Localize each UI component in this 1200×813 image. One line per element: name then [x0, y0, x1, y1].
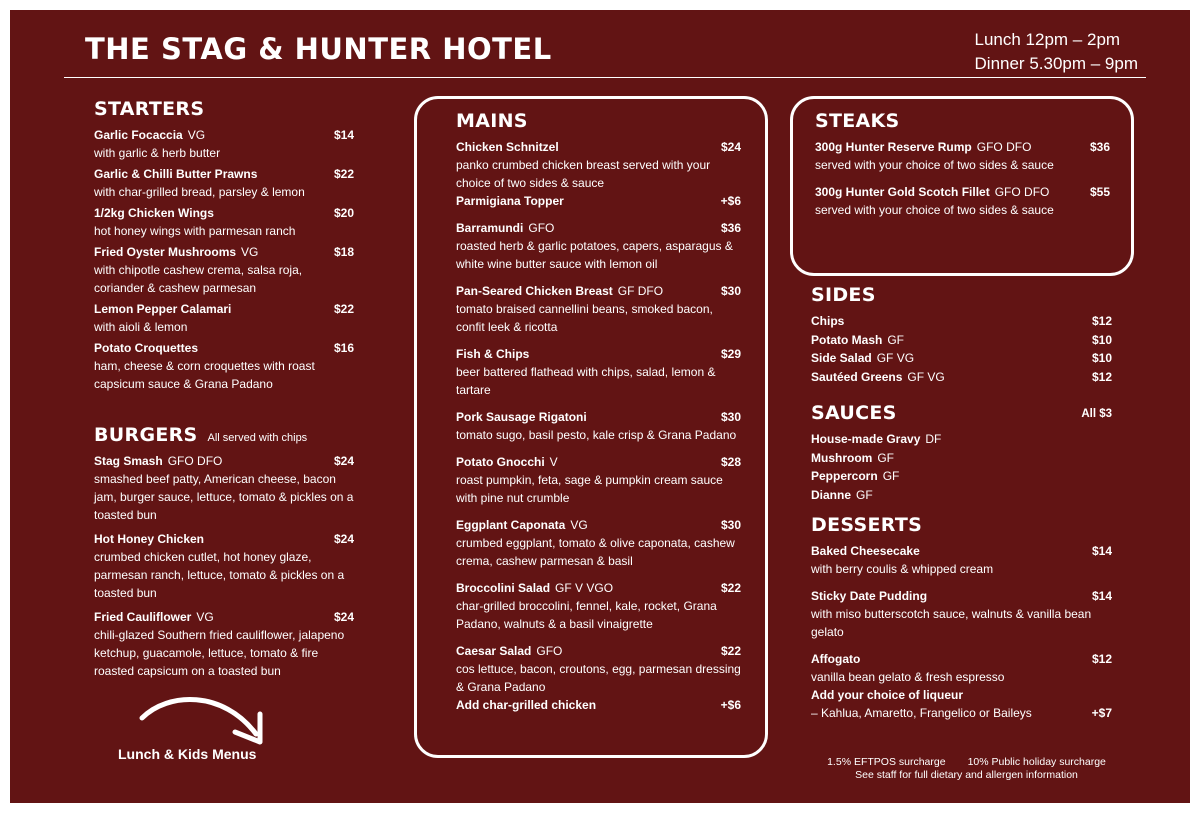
header-divider: [64, 77, 1146, 78]
surcharge-line: [811, 756, 1122, 769]
dietary-tags: VG: [187, 128, 206, 142]
menu-row: [811, 430, 1112, 449]
menu-item: [811, 542, 1112, 578]
item-description: with berry coulis & whipped cream: [811, 562, 994, 576]
item-name: Side Salad: [811, 351, 872, 365]
item-name: Pork Sausage Rigatoni: [456, 410, 587, 424]
addon-price: +$6: [720, 194, 741, 208]
item-name: Garlic & Chilli Butter Prawns: [94, 167, 258, 181]
item-description: hot honey wings with parmesan ranch: [94, 224, 296, 238]
item-name: Fried Oyster Mushrooms: [94, 245, 237, 259]
item-name: Fried Cauliflower: [94, 610, 192, 624]
hotel-title: THE STAG & HUNTER HOTEL: [85, 32, 552, 66]
sides-list: [811, 312, 1112, 386]
sauces-heading: [811, 402, 1112, 424]
item-description: with garlic & herb butter: [94, 146, 221, 160]
menu-item: [94, 243, 354, 297]
item-heading: [456, 345, 741, 363]
item-description: roasted herb & garlic potatoes, capers, asparagus & white wine butter sauce with lemon oil: [456, 239, 733, 271]
dietary-tags: GF VG: [876, 351, 915, 365]
burgers-list: [94, 452, 354, 680]
menu-item: [456, 138, 741, 210]
eftpos-surcharge: 1.5% EFTPOS surcharge: [827, 756, 946, 768]
item-description: tomato braised cannellini beans, smoked bacon, confit leek & ricotta: [456, 302, 713, 334]
desserts-list: [811, 542, 1112, 722]
lunch-kids-menus-link[interactable]: Lunch & Kids Menus: [118, 746, 257, 762]
addon-name: Parmigiana Topper: [456, 194, 564, 208]
item-heading: [94, 530, 354, 548]
dietary-tags: VG: [241, 245, 259, 259]
item-description: smashed beef patty, American cheese, bacon jam, burger sauce, lettuce, tomato & pickles on a toasted bun: [94, 472, 354, 522]
item-heading: [456, 408, 741, 426]
item-name: Broccolini Salad: [456, 581, 551, 595]
item-price: $29: [720, 347, 741, 361]
item-name: Potato Mash: [811, 332, 883, 347]
dinner-hours: Dinner 5.30pm – 9pm: [974, 54, 1138, 73]
item-heading: [456, 453, 741, 471]
menu-item: [94, 165, 354, 201]
dietary-tags: DF: [925, 432, 942, 446]
menu-item: [456, 642, 741, 714]
item-name: Sautéed Greens: [811, 369, 903, 384]
menu-item: [94, 204, 354, 240]
item-price: $28: [720, 455, 741, 469]
item-price: $30: [720, 410, 741, 424]
item-name: Peppercorn: [811, 469, 878, 483]
desserts-column: [811, 514, 1112, 725]
item-name: Lemon Pepper Calamari: [94, 302, 232, 316]
mains-heading: MAINS: [456, 110, 528, 132]
item-price: $36: [1089, 140, 1110, 154]
addon-line: [456, 192, 741, 210]
burgers-title: BURGERS: [94, 424, 198, 446]
item-heading: [456, 138, 741, 156]
item-description: with char-grilled bread, parsley & lemon: [94, 185, 305, 199]
sauces-price-note: All $3: [1081, 408, 1112, 420]
item-price: $36: [720, 221, 741, 235]
dietary-note: See staff for full dietary and allergen information: [855, 769, 1078, 781]
item-description: with chipotle cashew crema, salsa roja, coriander & cashew parmesan: [94, 263, 303, 295]
item-name: Baked Cheesecake: [811, 544, 920, 558]
item-description: served with your choice of two sides & sauce: [815, 158, 1054, 172]
menu-item: [94, 530, 354, 602]
menu-item: [94, 339, 354, 393]
menu-item: [456, 579, 741, 633]
dietary-tags: GF V VGO: [555, 581, 614, 595]
item-description: crumbed chicken cutlet, hot honey glaze, parmesan ranch, lettuce, tomato & pickles on a toasted bun: [94, 550, 345, 600]
menu-item: [811, 587, 1112, 641]
item-name: Affogato: [811, 652, 861, 666]
dietary-tags: GF: [856, 487, 873, 502]
item-name: 300g Hunter Gold Scotch Fillet: [815, 185, 990, 199]
burgers-heading: [94, 424, 354, 446]
menu-item: [456, 345, 741, 399]
mains-column: [456, 110, 741, 717]
item-heading: [815, 138, 1110, 156]
item-heading: [94, 243, 354, 261]
item-price: $24: [333, 532, 354, 546]
menu-item: [456, 516, 741, 570]
item-price: $30: [720, 518, 741, 532]
item-description: char-grilled broccolini, fennel, kale, rocket, Grana Padano, walnuts & a basil vinaigrette: [456, 599, 717, 631]
item-heading: [456, 282, 741, 300]
item-heading: [456, 516, 741, 534]
item-name: Caesar Salad: [456, 644, 532, 658]
item-name: House-made Gravy: [811, 432, 921, 446]
item-heading: [456, 642, 741, 660]
menu-row: [811, 368, 1112, 387]
menu-item: [815, 138, 1110, 174]
item-description: panko crumbed chicken breast served with your choice of two sides & sauce: [456, 158, 711, 190]
item-name: Barramundi: [456, 221, 524, 235]
item-name: Dianne: [811, 487, 852, 502]
item-heading: [811, 650, 1112, 668]
menu-item: [815, 183, 1110, 219]
item-price: $22: [720, 644, 741, 658]
item-heading: [94, 204, 354, 222]
sauces-title: SAUCES: [811, 402, 897, 424]
menu-item: [811, 650, 1112, 722]
starters-list: [94, 126, 354, 393]
item-price: $22: [720, 581, 741, 595]
item-price: $24: [333, 454, 354, 468]
menu-item: [94, 126, 354, 162]
item-price: $18: [333, 245, 354, 259]
item-name: 300g Hunter Reserve Rump: [815, 140, 972, 154]
dietary-tags: GFO DFO: [167, 454, 223, 468]
item-name: Potato Croquettes: [94, 341, 199, 355]
item-name: Chicken Schnitzel: [456, 140, 559, 154]
item-name: Eggplant Caponata: [456, 518, 566, 532]
menu-item: [456, 219, 741, 273]
item-description: ham, cheese & corn croquettes with roast capsicum sauce & Grana Padano: [94, 359, 315, 391]
sauces-list: [811, 430, 1112, 504]
addon-name: Add your choice of liqueur: [811, 688, 964, 702]
item-price: $10: [1091, 351, 1112, 365]
addon-options: – Kahlua, Amaretto, Frangelico or Baileys: [811, 706, 1032, 720]
item-name: Garlic Focaccia: [94, 128, 183, 142]
item-price: $10: [1091, 332, 1112, 347]
dietary-tags: GFO: [536, 644, 563, 658]
addon-price: +$6: [720, 698, 741, 712]
item-price: $12: [1091, 314, 1112, 328]
sides-heading: SIDES: [811, 284, 876, 306]
item-description: tomato sugo, basil pesto, kale crisp & Grana Padano: [456, 428, 737, 442]
menu-row: [811, 467, 1112, 486]
opening-hours: [975, 28, 1138, 76]
item-name: Potato Gnocchi: [456, 455, 545, 469]
item-heading: [811, 587, 1112, 605]
addon-price: +$7: [1091, 706, 1112, 720]
burgers-note: All served with chips: [207, 432, 308, 444]
item-heading: [456, 219, 741, 237]
item-heading: [94, 339, 354, 357]
item-description: vanilla bean gelato & fresh espresso: [811, 670, 1005, 684]
dietary-tags: V: [549, 455, 558, 469]
dietary-tags: VG: [570, 518, 588, 532]
starters-column: [94, 98, 354, 396]
sauces-column: [811, 402, 1112, 504]
item-heading: [811, 542, 1112, 560]
menu-page: [10, 10, 1190, 803]
menu-item: [456, 453, 741, 507]
item-price: $22: [333, 167, 354, 181]
curved-arrow-icon: [138, 692, 268, 752]
item-price: $55: [1089, 185, 1110, 199]
menu-row: [811, 449, 1112, 468]
steaks-column: [815, 110, 1110, 222]
item-description: beer battered flathead with chips, salad, lemon & tartare: [456, 365, 716, 397]
item-price: $14: [1091, 589, 1112, 603]
addon-line: [811, 686, 1112, 704]
addon-description: [811, 704, 1112, 722]
item-name: Stag Smash: [94, 454, 163, 468]
item-price: $14: [333, 128, 354, 142]
item-name: 1/2kg Chicken Wings: [94, 206, 214, 220]
item-price: $14: [1091, 544, 1112, 558]
item-description: served with your choice of two sides & sauce: [815, 203, 1054, 217]
item-price: $16: [333, 341, 354, 355]
item-name: Mushroom: [811, 450, 873, 465]
footer-notes: [811, 756, 1122, 782]
item-heading: [94, 300, 354, 318]
dietary-tags: GF DFO: [617, 284, 664, 298]
item-heading: [815, 183, 1110, 201]
steaks-heading: STEAKS: [815, 110, 900, 132]
dietary-tags: GF: [882, 469, 900, 483]
dietary-tags: GF: [877, 450, 895, 465]
item-description: cos lettuce, bacon, croutons, egg, parmesan dressing & Grana Padano: [456, 662, 741, 694]
item-name: Chips: [811, 314, 845, 328]
item-description: chili-glazed Southern fried cauliflower, jalapeno ketchup, guacamole, lettuce, tomato & fire roasted capsicum on a toasted bun: [94, 628, 345, 678]
holiday-surcharge: 10% Public holiday surcharge: [967, 756, 1106, 768]
item-price: $24: [333, 610, 354, 624]
menu-row: [811, 486, 1112, 505]
item-price: $20: [333, 206, 354, 220]
dietary-tags: GFO: [528, 221, 555, 235]
item-description: crumbed eggplant, tomato & olive caponata, cashew crema, cashew parmesan & basil: [456, 536, 735, 568]
item-heading: [456, 579, 741, 597]
lunch-hours: Lunch 12pm – 2pm: [974, 30, 1121, 49]
menu-row: [811, 331, 1112, 350]
item-price: $30: [720, 284, 741, 298]
dietary-tags: GF: [887, 332, 905, 347]
burgers-column: [94, 424, 354, 683]
item-price: $12: [1091, 652, 1112, 666]
item-heading: [94, 452, 354, 470]
item-name: Pan-Seared Chicken Breast: [456, 284, 613, 298]
menu-item: [94, 452, 354, 524]
addon-name: Add char-grilled chicken: [456, 698, 597, 712]
mains-list: [456, 138, 741, 714]
item-price: $12: [1091, 369, 1112, 384]
menu-item: [456, 282, 741, 336]
menu-item: [94, 300, 354, 336]
dietary-tags: VG: [196, 610, 214, 624]
item-name: Hot Honey Chicken: [94, 532, 205, 546]
item-heading: [94, 165, 354, 183]
item-description: with miso butterscotch sauce, walnuts & vanilla bean gelato: [811, 607, 1092, 639]
dietary-tags: GF VG: [907, 369, 945, 384]
steaks-list: [815, 138, 1110, 219]
addon-line: [456, 696, 741, 714]
item-name: Sticky Date Pudding: [811, 589, 928, 603]
item-price: $22: [333, 302, 354, 316]
item-description: roast pumpkin, feta, sage & pumpkin cream sauce with pine nut crumble: [456, 473, 723, 505]
item-description: with aioli & lemon: [94, 320, 188, 334]
desserts-heading: DESSERTS: [811, 514, 923, 536]
item-heading: [94, 608, 354, 626]
dietary-tags: GFO DFO: [994, 185, 1050, 199]
item-heading: [94, 126, 354, 144]
sides-column: [811, 284, 1112, 386]
item-name: Fish & Chips: [456, 347, 530, 361]
menu-row: [811, 349, 1112, 368]
dietary-tags: GFO DFO: [976, 140, 1032, 154]
item-price: $24: [720, 140, 741, 154]
menu-item: [94, 608, 354, 680]
menu-item: [456, 408, 741, 444]
starters-heading: STARTERS: [94, 98, 205, 120]
menu-row: [811, 312, 1112, 331]
